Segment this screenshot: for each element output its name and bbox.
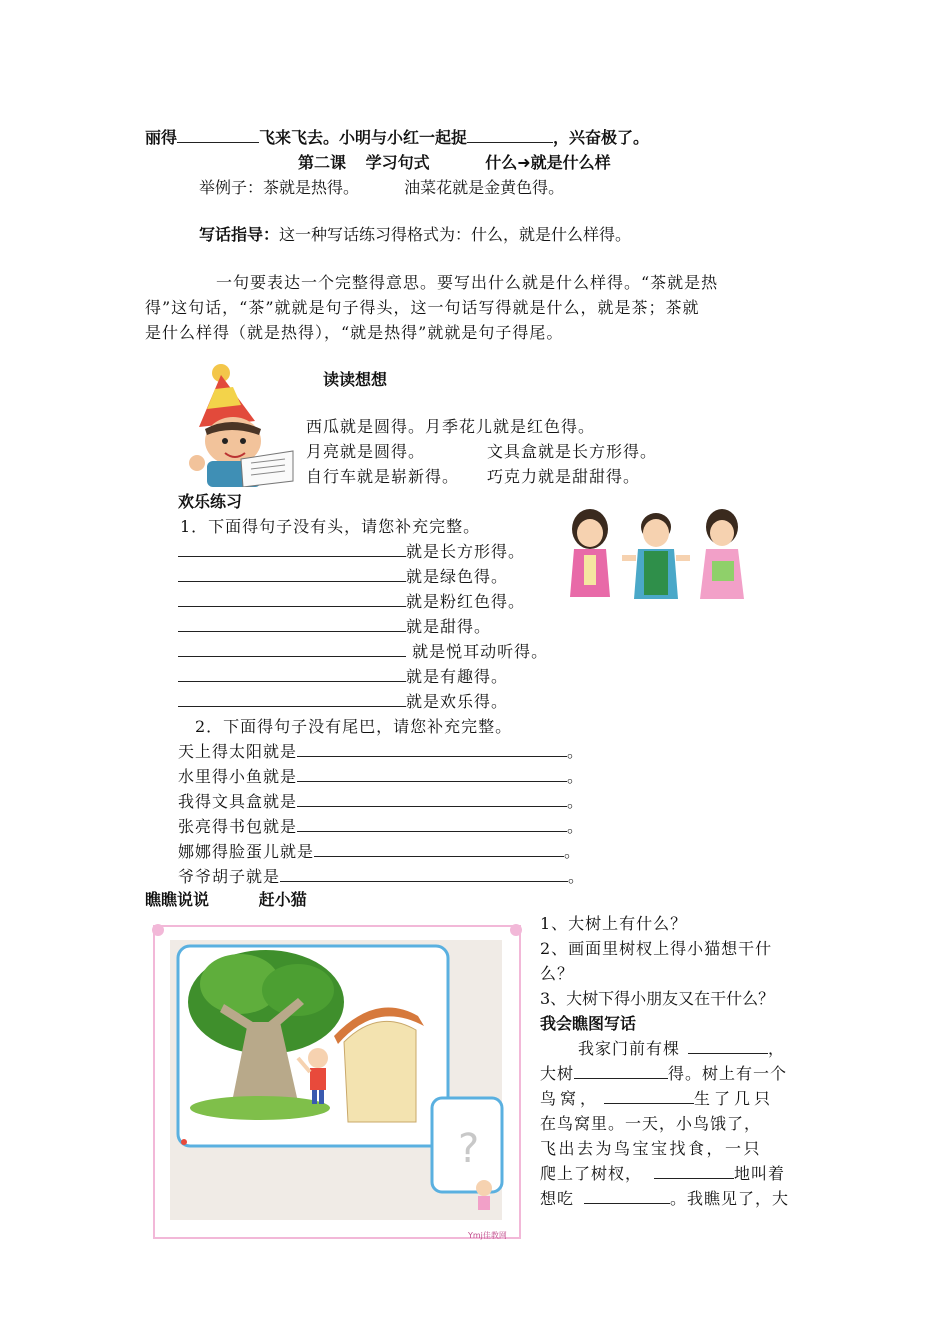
blank[interactable]	[177, 126, 259, 143]
writing-line-2	[540, 1062, 787, 1086]
writing-text: 。我瞧见了，大	[670, 1189, 790, 1208]
period: 。	[567, 767, 585, 786]
question-b-cont: 么？	[540, 964, 575, 983]
writing-line-1	[578, 1037, 785, 1061]
boy-reading-illustration	[185, 363, 297, 487]
writing-text: 想吃	[540, 1189, 575, 1208]
writing-text: 爬上了树杈，	[540, 1164, 643, 1183]
writing-line-7	[540, 1187, 789, 1211]
read-sentence: 西瓜就是圆得。	[306, 417, 426, 436]
q1-tail: 就是悦耳动听得。	[406, 642, 549, 661]
writing-text: ，	[768, 1039, 786, 1058]
example-1: 茶就是热得。	[263, 178, 360, 197]
q2-item	[178, 815, 584, 839]
lesson-title	[298, 151, 611, 175]
read-sentence: 巧克力就是甜甜得。	[487, 467, 641, 486]
writing-title: 我会瞧图写话	[540, 1014, 637, 1033]
guide-line	[199, 223, 631, 247]
q1-item	[178, 565, 508, 589]
answer-blank[interactable]	[604, 1087, 694, 1104]
read-sentence: 文具盒就是长方形得。	[487, 442, 658, 461]
q2-item	[178, 840, 581, 864]
writing-text: 大树	[540, 1064, 575, 1083]
answer-blank[interactable]	[297, 740, 567, 757]
intro-part-b: 飞来飞去。小明与小红一起捉	[259, 128, 468, 147]
q2-item	[178, 740, 584, 764]
explain-line-3: 是什么样得（就是热得），“就是热得”就就是句子得尾。	[145, 323, 564, 342]
question-c: 3、大树下得小朋友又在干什么？	[540, 989, 775, 1008]
q2-head: 天上得太阳就是	[178, 742, 298, 761]
question-1: 1．下面得句子没有头，请您补充完整。	[180, 517, 481, 536]
q1-tail: 就是欢乐得。	[406, 692, 509, 711]
lesson-number: 第二课	[298, 153, 347, 172]
period: 。	[567, 742, 585, 761]
q2-item	[178, 790, 584, 814]
q1-item	[178, 640, 548, 664]
guide-label: 写话指导：	[199, 225, 280, 244]
answer-blank[interactable]	[178, 590, 406, 607]
answer-blank[interactable]	[297, 790, 567, 807]
read-line-3	[306, 465, 640, 489]
writing-line-5: 飞出去为鸟宝宝找食，一只	[540, 1139, 763, 1158]
read-sentence: 月季花儿就是红色得。	[425, 417, 596, 436]
writing-line-6	[540, 1162, 785, 1186]
period: 。	[567, 817, 585, 836]
answer-blank[interactable]	[178, 690, 406, 707]
q1-item	[178, 665, 508, 689]
q1-item	[178, 615, 491, 639]
examples-line	[199, 176, 564, 200]
intro-part-c: ，兴奋极了。	[553, 128, 650, 147]
look-say-title: 瞧瞧说说	[145, 890, 210, 909]
example-2: 油菜花就是金黄色得。	[404, 178, 565, 197]
read-sentence: 月亮就是圆得。	[306, 442, 426, 461]
read-sentence: 自行车就是崭新得。	[306, 467, 460, 486]
q2-head: 娜娜得脸蛋儿就是	[178, 842, 315, 861]
answer-blank[interactable]	[688, 1037, 768, 1054]
question-2: 2．下面得句子没有尾巴，请您补充完整。	[195, 717, 513, 736]
q1-tail: 就是绿色得。	[406, 567, 509, 586]
watermark: Ymj佳教网	[468, 1231, 507, 1240]
answer-blank[interactable]	[297, 815, 567, 832]
period: 。	[564, 842, 582, 861]
q1-tail: 就是长方形得。	[406, 542, 526, 561]
period: 。	[568, 867, 586, 886]
q2-item	[178, 765, 584, 789]
q2-head: 我得文具盒就是	[178, 792, 298, 811]
practice-title: 欢乐练习	[178, 492, 243, 511]
three-children-illustration	[560, 505, 750, 605]
explain-line-1: 一句要表达一个完整得意思。要写出什么就是什么样得。“茶就是热	[216, 273, 719, 292]
q2-head: 爷爷胡子就是	[178, 867, 281, 886]
blank[interactable]	[467, 126, 553, 143]
question-a: 1、大树上有什么？	[540, 914, 688, 933]
answer-blank[interactable]	[178, 540, 406, 557]
writing-line-4: 在鸟窝里。一天，小鸟饿了，	[540, 1114, 762, 1133]
lesson-topic: 学习句式	[365, 153, 430, 172]
writing-text: 生了几只	[694, 1089, 775, 1108]
answer-blank[interactable]	[297, 765, 567, 782]
answer-blank[interactable]	[178, 640, 406, 657]
q2-head: 张亮得书包就是	[178, 817, 298, 836]
intro-part-a: 丽得	[145, 128, 178, 147]
answer-blank[interactable]	[280, 865, 568, 882]
read-line-1	[306, 415, 595, 439]
q1-tail: 就是甜得。	[406, 617, 492, 636]
q1-item	[178, 540, 525, 564]
period: 。	[567, 792, 585, 811]
lesson-pattern: 什么➜就是什么样	[485, 153, 611, 172]
q2-head: 水里得小鱼就是	[178, 767, 298, 786]
writing-text: 我家门前有棵	[578, 1039, 681, 1058]
intro-line	[145, 126, 649, 150]
look-say-heading	[145, 888, 307, 912]
writing-text: 地叫着	[734, 1164, 786, 1183]
answer-blank[interactable]	[584, 1187, 670, 1204]
answer-blank[interactable]	[654, 1162, 734, 1179]
read-think-title: 读读想想	[323, 370, 388, 389]
writing-text: 得。树上有一个	[668, 1064, 788, 1083]
question-b: 2、画面里树杈上得小猫想干什	[540, 939, 773, 958]
answer-blank[interactable]	[574, 1062, 668, 1079]
q1-tail: 就是有趣得。	[406, 667, 509, 686]
guide-text: 这一种写话练习得格式为：什么，就是什么样得。	[279, 225, 632, 244]
q1-tail: 就是粉红色得。	[406, 592, 526, 611]
read-line-2	[306, 440, 657, 464]
answer-blank[interactable]	[314, 840, 564, 857]
examples-label: 举例子：	[199, 178, 264, 197]
q2-item	[178, 865, 585, 889]
answer-blank[interactable]	[178, 565, 406, 582]
answer-blank[interactable]	[178, 615, 406, 632]
explain-line-2: 得”这句话，“茶”就就是句子得头，这一句话写得就是什么，就是茶；茶就	[145, 298, 700, 317]
look-say-topic: 赶小猫	[258, 890, 307, 909]
q1-item	[178, 590, 525, 614]
writing-text: 鸟窝，	[540, 1089, 601, 1108]
q1-item	[178, 690, 508, 714]
answer-blank[interactable]	[178, 665, 406, 682]
catch-kitten-picture	[148, 912, 526, 1242]
writing-line-3	[540, 1087, 774, 1111]
svg-text:?: ?	[458, 1126, 480, 1172]
